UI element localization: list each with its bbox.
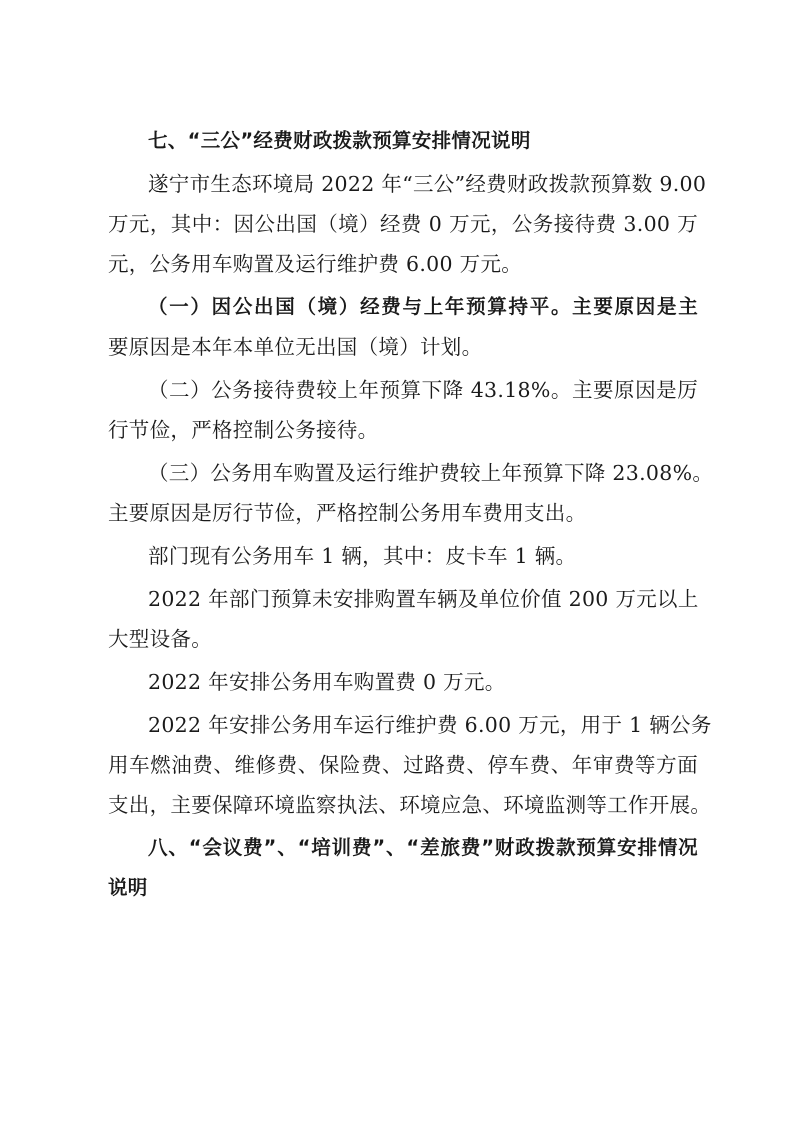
item2-line-1: （二）公务接待费较上年预算下降 43.18%。主要原因是厉 (148, 378, 698, 402)
item3-line-1: （三）公务用车购置及运行维护费较上年预算下降 23.08%。 (148, 461, 714, 485)
section-7-heading: 七、“三公”经费财政拨款预算安排情况说明 (148, 129, 531, 152)
vehicles-line: 部门现有公务用车 1 辆，其中：皮卡车 1 辆。 (148, 544, 577, 568)
document-page (108, 121, 714, 908)
section-8-heading-line-2: 说明 (108, 876, 148, 899)
intro-line-1: 遂宁市生态环境局 2022 年“三公”经费财政拨款预算数 9.00 (148, 172, 707, 196)
section-8-heading-line-1: 八、“会议费”、“培训费”、“差旅费”财政拨款预算安排情况 (148, 836, 698, 859)
maintenance-line-3: 支出，主要保障环境监察执法、环境应急、环境监测等工作开展。 (108, 793, 712, 817)
maintenance-line-2: 用车燃油费、维修费、保险费、过路费、停车费、年审费等方面 (108, 753, 698, 777)
item1-line-1: （一）因公出国（境）经费与上年预算持平。主要原因是主 (148, 295, 698, 318)
intro-line-3: 元，公务用车购置及运行维护费 6.00 万元。 (108, 252, 523, 276)
purchase-fee-line: 2022 年安排公务用车购置费 0 万元。 (148, 670, 506, 694)
no-purchase-line-1: 2022 年部门预算未安排购置车辆及单位价值 200 万元以上 (148, 587, 699, 611)
intro-line-2: 万元，其中：因公出国（境）经费 0 万元，公务接待费 3.00 万 (108, 212, 698, 236)
item1-line-2: 要原因是本年本单位无出国（境）计划。 (108, 335, 483, 359)
no-purchase-line-2: 大型设备。 (108, 627, 212, 651)
item3-line-2: 主要原因是厉行节俭，严格控制公务用车费用支出。 (108, 501, 587, 525)
item2-line-2: 行节俭，严格控制公务接待。 (108, 418, 379, 442)
maintenance-line-1: 2022 年安排公务用车运行维护费 6.00 万元，用于 1 辆公务 (148, 713, 712, 737)
